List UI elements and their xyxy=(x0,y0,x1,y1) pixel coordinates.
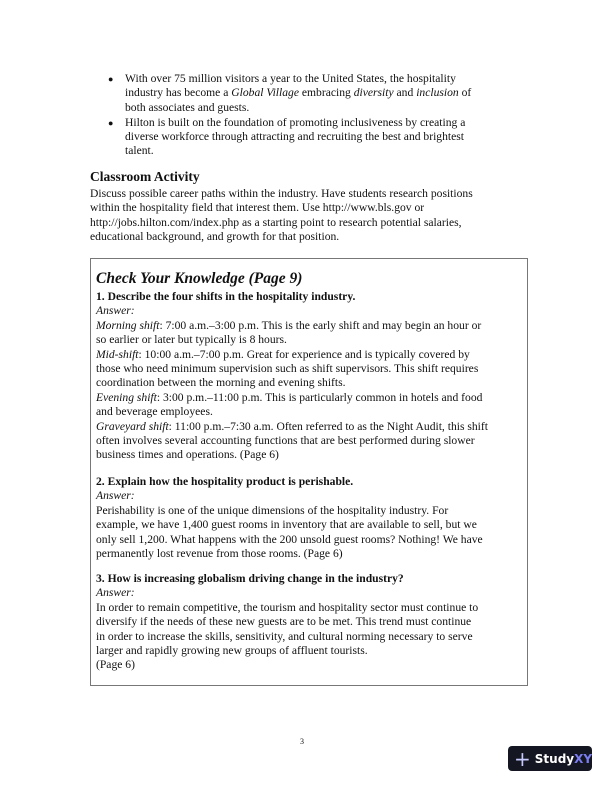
bullet-icon: ● xyxy=(108,117,114,128)
text-segment: of xyxy=(458,86,472,100)
text-segment: coordination between the morning and evening shifts. xyxy=(96,376,346,390)
text-segment: example, we have 1,400 guest rooms in inventory that are available to sell, but we xyxy=(96,518,477,532)
text-line xyxy=(96,586,478,600)
text-line xyxy=(96,333,488,347)
text-segment: industry has become a xyxy=(125,86,232,100)
bullet-icon: ● xyxy=(108,74,114,84)
text-line xyxy=(96,547,483,561)
text-line xyxy=(90,216,473,230)
italic-text: Mid-shift xyxy=(96,347,139,361)
text-segment: within the hospitality field that interest them. Use http://www.bls.gov or xyxy=(90,201,425,215)
text-segment: talent. xyxy=(125,144,154,158)
text-segment: : 10:00 a.m.–7:00 p.m. Great for experience and is typically covered by xyxy=(138,347,470,361)
logo-text: Study xyxy=(534,751,575,766)
italic-text: Evening shift xyxy=(96,390,157,404)
classroom-activity-text xyxy=(90,187,473,245)
text-line xyxy=(125,116,465,130)
text-line xyxy=(96,489,483,503)
text-segment: permanently lost revenue from those rooms. (Page 6) xyxy=(96,546,343,560)
text-line xyxy=(90,230,473,244)
italic-text: diversity xyxy=(353,86,394,100)
text-segment: only sell 1,200. What happens with the 200 unsold guest rooms? Nothing! We have xyxy=(96,532,483,546)
text-line xyxy=(96,448,488,462)
logo-accent: XY xyxy=(574,751,593,766)
text-segment: : 3:00 p.m.–11:00 p.m. This is particularly common in hotels and food xyxy=(156,390,483,404)
text-line xyxy=(90,187,473,201)
text-line xyxy=(96,391,488,405)
text-segment: so earlier or later but typically is 8 hours. xyxy=(96,333,287,347)
check-your-knowledge-title: Check Your Knowledge (Page 9) xyxy=(96,270,303,287)
question-heading: 1. Describe the four shifts in the hospitality industry. xyxy=(96,290,356,303)
question-heading: 2. Explain how the hospitality product is perishable. xyxy=(96,475,354,488)
text-segment: diversify if the needs of these new guests are to be met. This trend must continue xyxy=(96,615,472,629)
italic-text: Graveyard shift xyxy=(96,419,169,433)
text-segment: http://jobs.hilton.com/index.php as a starting point to research potential salaries, xyxy=(90,215,462,229)
text-line xyxy=(96,518,483,532)
text-line xyxy=(125,130,465,144)
text-line xyxy=(96,601,478,615)
page-number: 3 xyxy=(300,737,304,746)
question-1 xyxy=(96,290,488,463)
text-line xyxy=(96,644,478,658)
text-segment: diverse workforce through attracting and recruiting the best and brightest xyxy=(125,129,465,143)
text-segment: both associates and guests. xyxy=(125,100,250,114)
italic-text: Answer: xyxy=(96,586,135,600)
text-segment: often involves several accounting functions that are best performed during slower xyxy=(96,433,475,447)
italic-text: Answer: xyxy=(96,304,135,318)
text-segment: With over 75 million visitors a year to the United States, the hospitality xyxy=(125,72,456,85)
text-segment: : 7:00 a.m.–3:00 p.m. This is the early shift and may begin an hour or xyxy=(159,318,482,332)
text-segment: (Page 6) xyxy=(96,658,135,672)
text-line xyxy=(96,290,488,304)
text-line xyxy=(125,86,471,100)
plus-icon: + xyxy=(514,746,531,771)
text-line xyxy=(125,72,471,86)
text-segment: educational background, and growth for that position. xyxy=(90,230,340,244)
text-line xyxy=(96,304,488,318)
question-heading: 3. How is increasing globalism driving change in the industry? xyxy=(96,572,404,585)
text-segment: larger and rapidly growing new groups of affluent tourists. xyxy=(96,643,368,657)
text-segment: Hilton is built on the foundation of promoting inclusiveness by creating a xyxy=(125,115,466,129)
italic-text: inclusion xyxy=(416,86,459,100)
text-line xyxy=(96,362,488,376)
studyxy-logo[interactable] xyxy=(508,746,592,771)
text-segment: business times and operations. (Page 6) xyxy=(96,448,279,462)
text-segment: Discuss possible career paths within the industry. Have students research positions xyxy=(90,187,473,200)
bullet-item xyxy=(108,115,466,159)
text-line xyxy=(125,101,471,115)
text-line xyxy=(96,405,488,419)
text-line xyxy=(96,420,488,434)
bullet-item xyxy=(108,72,472,115)
question-2 xyxy=(96,475,483,561)
text-segment: Perishability is one of the unique dimensions of the hospitality industry. For xyxy=(96,503,449,517)
text-line xyxy=(96,376,488,390)
text-line xyxy=(96,348,488,362)
question-3 xyxy=(96,572,478,673)
text-line xyxy=(96,533,483,547)
text-line xyxy=(96,630,478,644)
text-line xyxy=(96,572,478,586)
text-segment: those who need minimum supervision such as shift supervisors. This shift requires xyxy=(96,361,479,375)
text-segment: and xyxy=(393,86,417,100)
text-line xyxy=(90,201,473,215)
italic-text: Morning shift xyxy=(96,318,160,332)
text-line xyxy=(96,615,478,629)
text-line xyxy=(96,319,488,333)
text-line xyxy=(125,144,465,158)
text-line xyxy=(96,475,483,489)
text-segment: and beverage employees. xyxy=(96,405,213,419)
italic-text: Global Village xyxy=(231,86,299,100)
text-line xyxy=(96,658,478,672)
text-segment: In order to remain competitive, the tourism and hospitality sector must continue to xyxy=(96,600,479,614)
text-segment: embracing xyxy=(298,86,354,100)
italic-text: Answer: xyxy=(96,489,135,503)
classroom-activity-heading: Classroom Activity xyxy=(90,169,200,184)
text-line xyxy=(96,504,483,518)
text-segment: : 11:00 p.m.–7:30 a.m. Often referred to as the Night Audit, this shift xyxy=(168,419,488,433)
text-segment: in order to increase the skills, sensitivity, and cultural norming necessary to serve xyxy=(96,629,473,643)
text-line xyxy=(96,434,488,448)
